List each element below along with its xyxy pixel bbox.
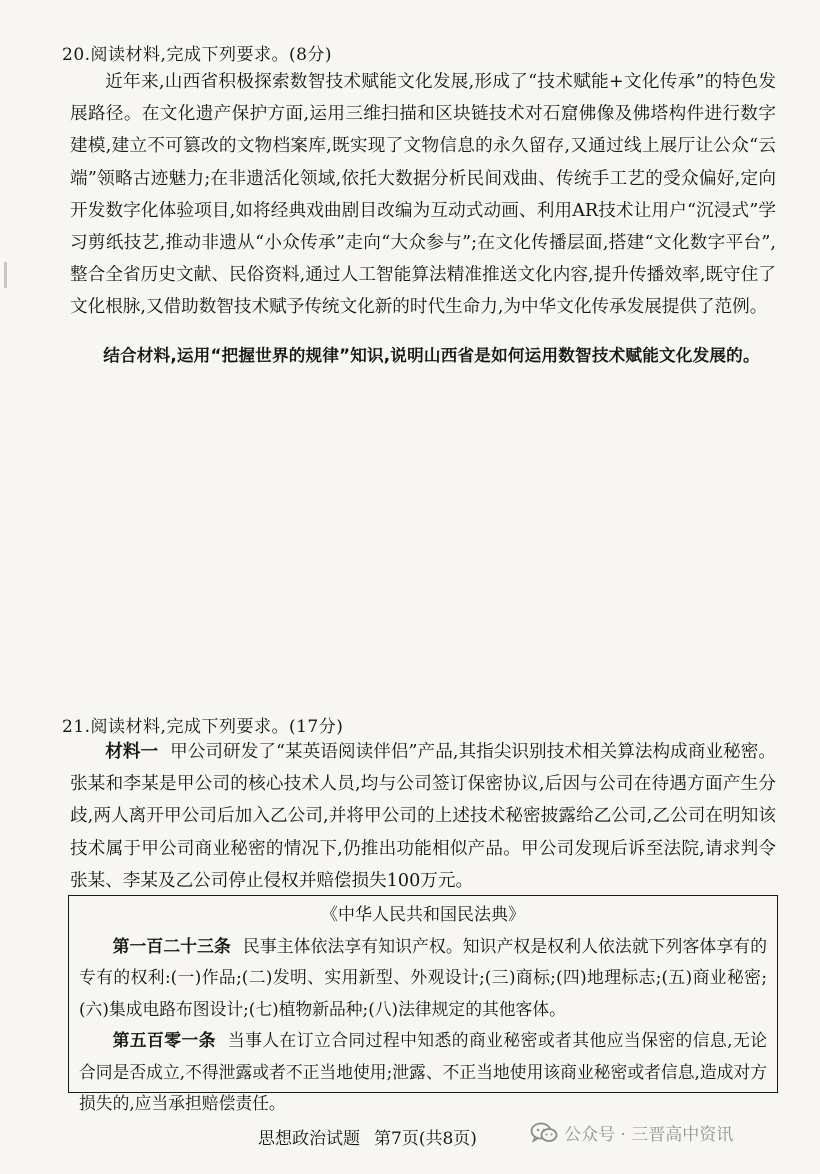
article-501-label: 第五百零一条	[112, 1030, 216, 1051]
question-21-material-1	[70, 736, 776, 897]
wechat-watermark	[530, 1120, 733, 1145]
article-123-label: 第一百二十三条	[112, 936, 231, 956]
watermark-text: 公众号 · 三晋高中资讯	[564, 1125, 734, 1145]
material-1-label: 材料一	[105, 742, 159, 762]
page-footer	[258, 1124, 477, 1149]
article-123	[79, 931, 767, 1025]
question-20-material: 近年来,山西省积极探索数智技术赋能文化发展,形成了“技术赋能+文化传承”的特色发展路径。在文化遗产保护方面,运用三维扫描和区块链技术对石窟佛像及佛塔构件进行数字建模,建立不可篡改的文物档案库,既实现了文物信息的永久留存,又通过线上展厅让公众“云端”领略古迹魅力;在非遗活化领域,依托大数据分析民间戏曲、传统手工艺的受众偏好,定向开发数字化体验项目,如将经典戏曲剧目改编为互动式动画、利用AR技术让用户“沉浸式”学习剪纸技艺,推动非遗从“小众传承”走向“大众参与”;在文化传播层面,搭建“文化数字平台”,整合全省历史文献、民俗资料,通过人工智能算法精准推送文化内容,提升传播效率,既守住了文化根脉,又借助数智技术赋予传统文化新的时代生命力,为中华文化传承发展提供了范例。	[70, 72, 776, 318]
article-123-text: 民事主体依法享有知识产权。知识产权是权利人依法就下列客体享有的专有的权利:(一)作品;(二)发明、实用新型、外观设计;(三)商标;(四)地理标志;(五)商业秘密;(六)集成电路布图设计;(七)植物新品种;(八)法律规定的其他客体。	[79, 936, 767, 1019]
question-20-task: 结合材料,运用“把握世界的规律”知识,说明山西省是如何运用数智技术赋能文化发展的。	[103, 346, 760, 365]
wechat-icon	[530, 1122, 558, 1144]
exam-title: 思想政治试题	[258, 1129, 360, 1149]
question-21-heading: 21.阅读材料,完成下列要求。(17分)	[62, 717, 344, 737]
article-501	[79, 1025, 767, 1119]
material-1-text: 甲公司研发了“某英语阅读伴侣”产品,其指尖识别技术相关算法构成商业秘密。张某和李某是甲公司的核心技术人员,均与公司签订保密协议,后因与公司在待遇方面产生分歧,两人离开甲公司后加入乙公司,并将甲公司的上述技术秘密披露给乙公司,乙公司在明知该技术属于甲公司商业秘密的情况下,仍推出功能相似产品。甲公司发现后诉至法院,请求判令张某、李某及乙公司停止侵权并赔偿损失100万元。	[70, 742, 776, 891]
scan-edge-mark	[4, 262, 7, 288]
question-20-heading: 20.阅读材料,完成下列要求。(8分)	[62, 45, 333, 65]
page-number: 第7页(共8页)	[374, 1129, 477, 1149]
civil-code-box	[68, 895, 778, 1114]
article-501-text: 当事人在订立合同过程中知悉的商业秘密或者其他应当保密的信息,无论合同是否成立,不得泄露或者不正当地使用;泄露、不正当地使用该商业秘密或者信息,造成对方损失的,应当承担赔偿责任。	[79, 1030, 767, 1114]
civil-code-title: 《中华人民共和国民法典》	[321, 905, 525, 925]
